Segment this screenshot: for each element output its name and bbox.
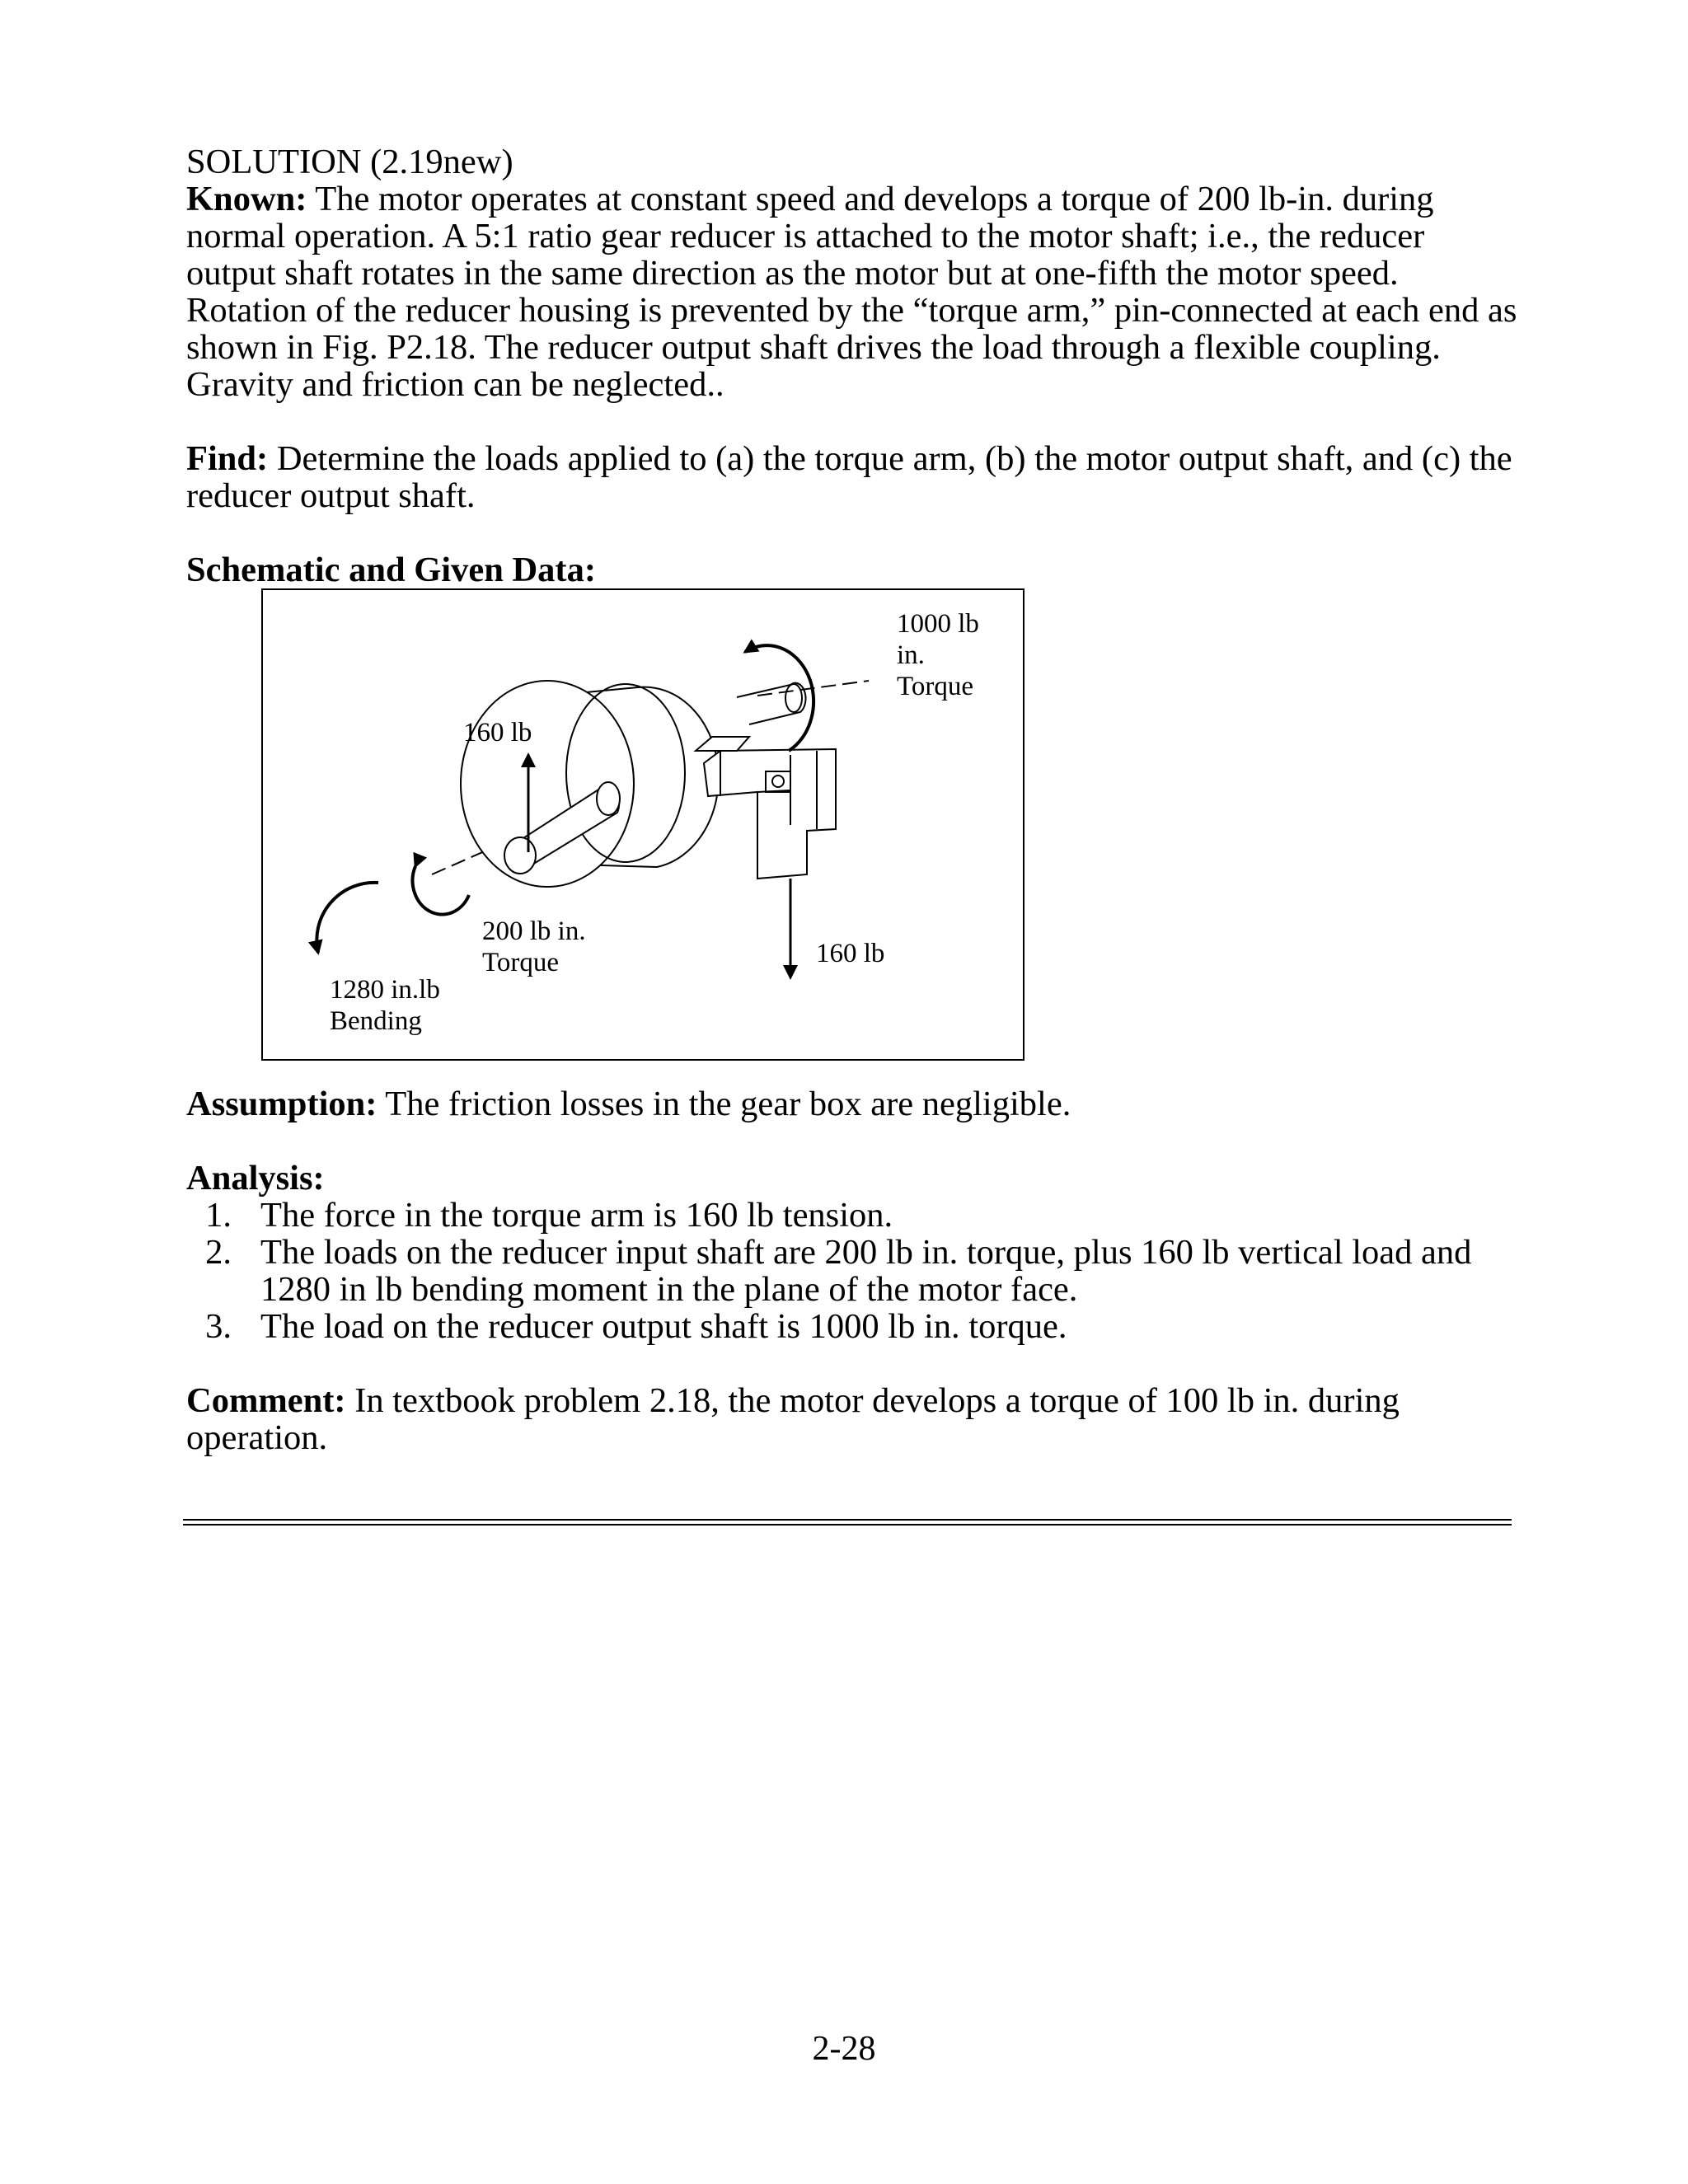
label-force-down: 160 lb [816, 939, 885, 968]
assumption-paragraph [186, 1085, 1522, 1122]
analysis-list [186, 1197, 1522, 1345]
analysis-item: 1. The force in the torque arm is 160 lb tension. [205, 1196, 893, 1235]
label-input-torque-2: Torque [482, 948, 559, 977]
comment-paragraph [186, 1382, 1522, 1456]
input-torque-arrow [413, 866, 469, 915]
torque-arm-pin [772, 776, 784, 787]
schematic-heading: Schematic and Given Data: [186, 551, 596, 589]
analysis-item: 2. The loads on the reducer input shaft are 200 lb in. torque, plus 160 lb vertical load and 1280 in lb bending moment in the plane of the motor face. [205, 1233, 1472, 1309]
label-output-torque-2: in. [897, 640, 925, 670]
assumption-label: Assumption: [186, 1085, 377, 1123]
analysis-heading: Analysis: [186, 1159, 325, 1197]
find-paragraph [186, 440, 1522, 514]
analysis-item: 3. The load on the reducer output shaft is 1000 lb in. torque. [205, 1307, 1067, 1346]
label-bending-1: 1280 in.lb [330, 975, 440, 1005]
label-output-torque-3: Torque [897, 672, 973, 701]
document-body [186, 143, 1522, 1456]
solution-title: SOLUTION (2.19new) [186, 143, 513, 181]
comment-text: In textbook problem 2.18, the motor develops a torque of 100 lb in. during operation. [186, 1381, 1400, 1457]
find-label: Find: [186, 439, 269, 478]
assumption-text: The friction losses in the gear box are negligible. [377, 1085, 1071, 1123]
known-label: Known: [186, 180, 307, 218]
label-bending-2: Bending [330, 1006, 422, 1036]
find-text: Determine the loads applied to (a) the torque arm, (b) the motor output shaft, and (c) the reducer output shaft. [186, 439, 1512, 515]
page-number: 2-28 [812, 2030, 876, 2068]
known-paragraph [186, 180, 1522, 403]
output-torque-arrow [745, 645, 814, 751]
double-rule-divider [183, 1519, 1512, 1526]
known-text: The motor operates at constant speed and develops a torque of 200 lb-in. during normal operation. A 5:1 ratio gear reducer is attached to the motor shaft; i.e., the reducer output shaft rotates in the same direction as the motor but at one-fifth the motor speed. Rotation of the reducer housing is prevented by the “torque arm,” pin-connected at each end as shown in Fig. P2.18. The reducer output shaft drives the load through a flexible coupling. Gravity and friction can be neglected.. [186, 180, 1517, 404]
output-shaft-end [785, 684, 802, 712]
label-force-up: 160 lb [463, 718, 532, 748]
bending-moment-arrow [316, 883, 378, 953]
input-shaft-tip [504, 837, 536, 874]
label-input-torque-1: 200 lb in. [482, 916, 586, 946]
label-output-torque-1: 1000 lb [897, 609, 979, 639]
schematic-figure [261, 588, 1025, 1061]
comment-label: Comment: [186, 1381, 346, 1420]
input-shaft-end [597, 782, 620, 815]
